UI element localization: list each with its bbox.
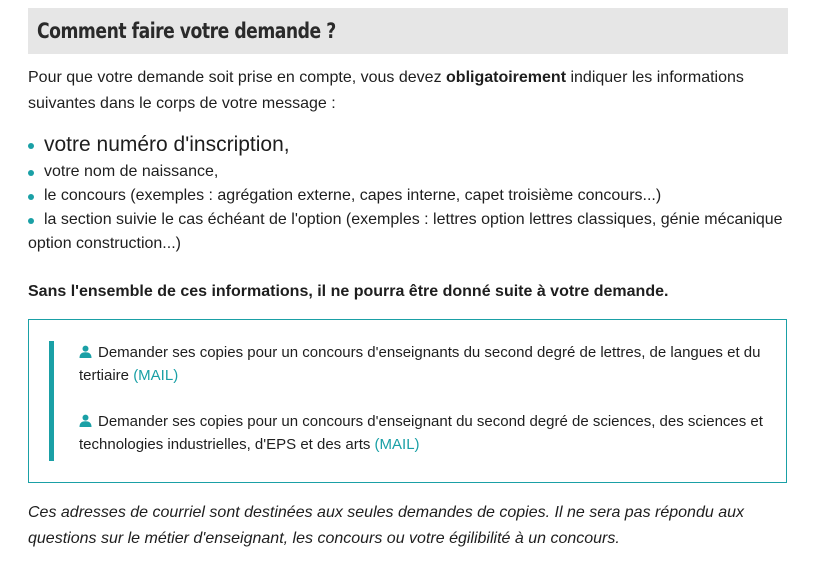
requirement-text: la section suivie le cas échéant de l'option (exemples : lettres option lettres classiques, génie mécanique option construction...) (28, 211, 783, 252)
requirement-text: votre nom de naissance, (44, 163, 219, 180)
contact-item (79, 410, 764, 456)
user-icon (79, 414, 92, 427)
section-title: Comment faire votre demande ? (37, 19, 336, 43)
intro-text-after: indiquer les informations suivantes dans le corps de votre message : (28, 69, 744, 112)
bullet-icon (28, 143, 34, 149)
intro-text-before: Pour que votre demande soit prise en compte, vous devez (28, 69, 447, 86)
requirement-text: votre numéro d'inscription, (44, 133, 290, 156)
mail-link-sciences[interactable]: (MAIL) (374, 436, 420, 453)
requirement-item (28, 160, 788, 184)
contact-box (28, 319, 787, 483)
bullet-icon (28, 218, 34, 224)
contact-text: Demander ses copies pour un concours d'enseignant du second degré de sciences, des sciences et technologies industrielles, d'EPS et des arts (79, 413, 763, 453)
contact-text: Demander ses copies pour un concours d'enseignants du second degré de lettres, de langues et du tertiaire (79, 344, 761, 384)
requirement-text: le concours (exemples : agrégation externe, capes interne, capet troisième concours...) (44, 187, 662, 204)
user-icon (79, 345, 92, 358)
bullet-icon (28, 170, 34, 176)
mail-link-lettres[interactable]: (MAIL) (133, 367, 179, 384)
requirement-item (28, 130, 788, 160)
requirements-list (28, 130, 788, 256)
bullet-icon (28, 194, 34, 200)
contact-item (79, 341, 764, 387)
requirement-item (28, 208, 788, 256)
intro-paragraph (28, 65, 788, 117)
warning-text: Sans l'ensemble de ces informations, il ne pourra être donné suite à votre demande. (28, 283, 669, 300)
contact-quote (49, 341, 764, 461)
footnote-text: Ces adresses de courriel sont destinées aux seules demandes de copies. Il ne sera pas répondu aux questions sur le métier d'enseignant, les concours ou votre égilibilité à un concours. (28, 504, 744, 547)
intro-emphasis: obligatoirement (446, 69, 567, 86)
section-header (28, 8, 788, 54)
requirement-item (28, 184, 788, 208)
